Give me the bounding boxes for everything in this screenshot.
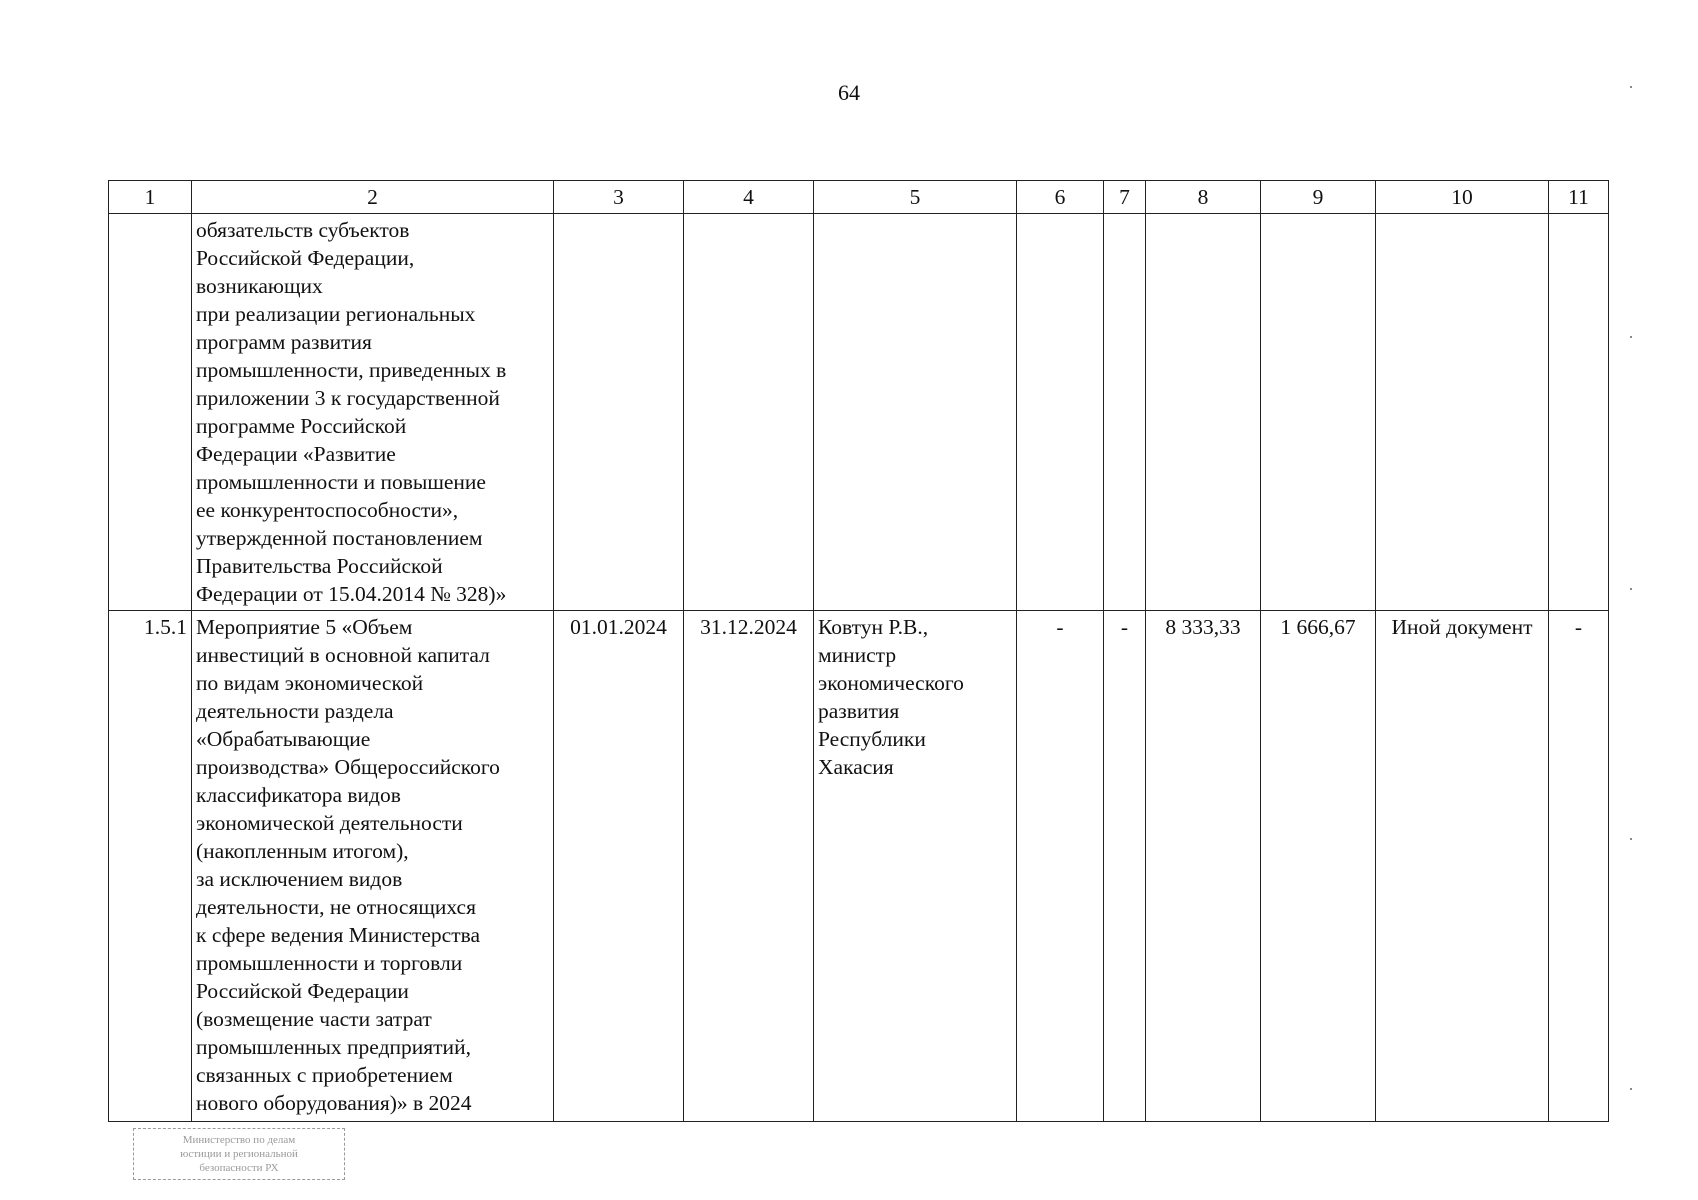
column-header: 5 [814, 181, 1017, 214]
table-cell [109, 214, 192, 611]
column-header: 10 [1376, 181, 1549, 214]
margin-mark [1630, 838, 1632, 840]
column-header: 11 [1549, 181, 1609, 214]
table-cell-responsible: Ковтун Р.В., министр экономического развития Республики Хакасия [814, 611, 1017, 1122]
table-cell [1017, 214, 1104, 611]
table-row-continuation [109, 214, 1609, 611]
table-header-row [109, 181, 1609, 214]
table-cell [1376, 214, 1549, 611]
table-cell-document-type: Иной документ [1376, 611, 1549, 1122]
table-cell-description: Мероприятие 5 «Объем инвестиций в основной капитал по видам экономической деятельности раздела «Обрабатывающие производства» Общероссийского классификатора видов экономической деятельности (накопленным итогом), за исключением видов деятельности, не относящихся к сфере ведения Министерства промышленности и торговли Российской Федерации (возмещение части затрат промышленных предприятий, связанных с приобретением нового оборудования)» в 2024 [192, 611, 554, 1122]
stamp-line: юстиции и региональной [180, 1148, 298, 1160]
table-row-event [109, 611, 1609, 1122]
column-header: 4 [684, 181, 814, 214]
column-header: 7 [1104, 181, 1146, 214]
table-cell [684, 214, 814, 611]
table-cell-amount: 8 333,33 [1146, 611, 1261, 1122]
table-cell [554, 214, 684, 611]
column-header: 3 [554, 181, 684, 214]
table-cell-amount: 1 666,67 [1261, 611, 1376, 1122]
table-cell [1549, 214, 1609, 611]
table-cell-end-date: 31.12.2024 [684, 611, 814, 1122]
table-cell-description: обязательств субъектов Российской Федерации, возникающих при реализации региональных программ развития промышленности, приведенных в приложении 3 к государственной программе Российской Федерации «Развитие промышленности и повышение ее конкурентоспособности», утвержденной постановлением Правительства Российской Федерации от 15.04.2014 № 328)» [192, 214, 554, 611]
table-cell-start-date: 01.01.2024 [554, 611, 684, 1122]
margin-mark [1630, 588, 1632, 590]
registration-stamp [133, 1128, 345, 1180]
table-cell: - [1104, 611, 1146, 1122]
column-header: 2 [192, 181, 554, 214]
column-header: 6 [1017, 181, 1104, 214]
page-number: 64 [838, 80, 860, 105]
stamp-line: безопасности РХ [199, 1162, 279, 1174]
table-cell [814, 214, 1017, 611]
table-cell [1104, 214, 1146, 611]
column-header: 8 [1146, 181, 1261, 214]
table-cell [1261, 214, 1376, 611]
margin-mark [1630, 86, 1632, 88]
margin-mark [1630, 336, 1632, 338]
table-cell: - [1549, 611, 1609, 1122]
table-cell-number: 1.5.1 [109, 611, 192, 1122]
column-header: 9 [1261, 181, 1376, 214]
events-table [108, 180, 1609, 1122]
stamp-line: Министерство по делам [182, 1134, 296, 1146]
table-cell: - [1017, 611, 1104, 1122]
column-header: 1 [109, 181, 192, 214]
margin-mark [1630, 1088, 1632, 1090]
table-cell [1146, 214, 1261, 611]
